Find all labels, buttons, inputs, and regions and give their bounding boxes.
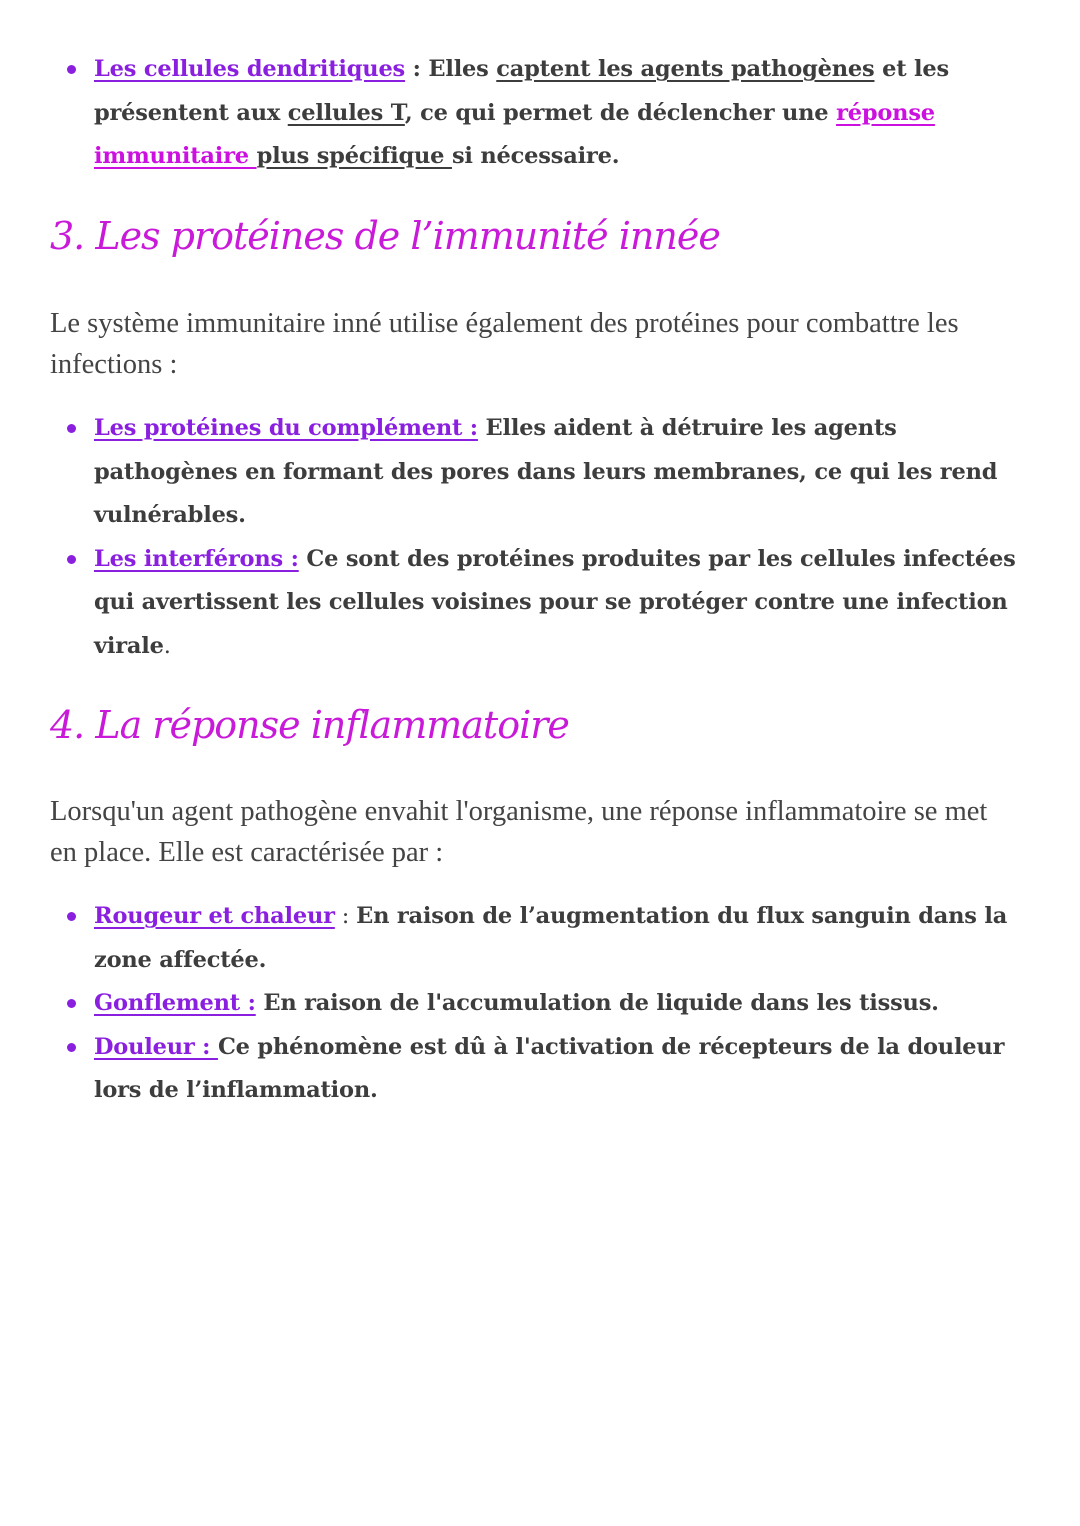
section-intro: Lorsqu'un agent pathogène envahit l'organisme, une réponse inflammatoire se met en place. Elle est caractérisée par : <box>50 796 988 868</box>
list-item <box>64 982 1034 1026</box>
term-label: Les cellules dendritiques <box>94 56 406 82</box>
underlined-text: plus spécifique <box>256 143 452 169</box>
item-text: . <box>163 632 171 659</box>
bullet-icon <box>67 912 76 921</box>
item-text: Elles aident à détruire les agents pathogènes en formant des pores dans leurs membranes, ce qui les rend vulnérables. <box>94 415 998 528</box>
term-label: Douleur : <box>94 1033 218 1060</box>
inflammation-list <box>64 895 1034 1113</box>
list-item <box>64 1026 1034 1113</box>
accent-term: réponse immunitaire <box>94 99 935 169</box>
proteins-list <box>64 407 1034 668</box>
term-label: Les interférons : <box>94 545 299 572</box>
list-item <box>64 48 1034 179</box>
underlined-text: cellules T <box>287 99 405 126</box>
section-heading: 3. Les protéines de l’immunité innée <box>50 214 720 258</box>
bullet-icon <box>67 555 76 564</box>
term-label: Rougeur et chaleur <box>94 903 335 929</box>
item-text: et les présentent aux <box>94 56 949 126</box>
term-label: Gonflement : <box>94 990 256 1016</box>
underlined-text: captent les agents pathogènes <box>496 56 875 82</box>
bullet-icon <box>67 65 76 74</box>
term-label: Les protéines du complément : <box>94 415 478 441</box>
item-text: , ce qui permet de déclencher une <box>404 99 837 126</box>
item-text: si nécessaire. <box>451 143 620 169</box>
section-heading: 4. La réponse inflammatoire <box>50 703 569 747</box>
item-text: En raison de l’augmentation du flux sanguin dans la zone affectée. <box>94 903 1008 973</box>
item-text: Ce sont des protéines produites par les cellules infectées qui avertissent les cellules voisines pour se protéger contre une infection virale <box>94 545 1016 659</box>
dendritic-cells-list <box>64 48 1034 179</box>
item-text: En raison de l'accumulation de liquide dans les tissus. <box>255 990 939 1016</box>
item-text: Ce phénomène est dû à l'activation de récepteurs de la douleur lors de l’inflammation. <box>94 1033 1005 1103</box>
bullet-icon <box>67 999 76 1008</box>
list-item <box>64 895 1034 982</box>
section-intro: Le système immunitaire inné utilise également des protéines pour combattre les infections : <box>50 308 959 380</box>
list-item <box>64 407 1034 538</box>
bullet-icon <box>67 424 76 433</box>
item-text: : <box>334 903 357 929</box>
bullet-icon <box>67 1043 76 1052</box>
list-item <box>64 538 1034 669</box>
item-text: : Elles <box>405 56 497 82</box>
